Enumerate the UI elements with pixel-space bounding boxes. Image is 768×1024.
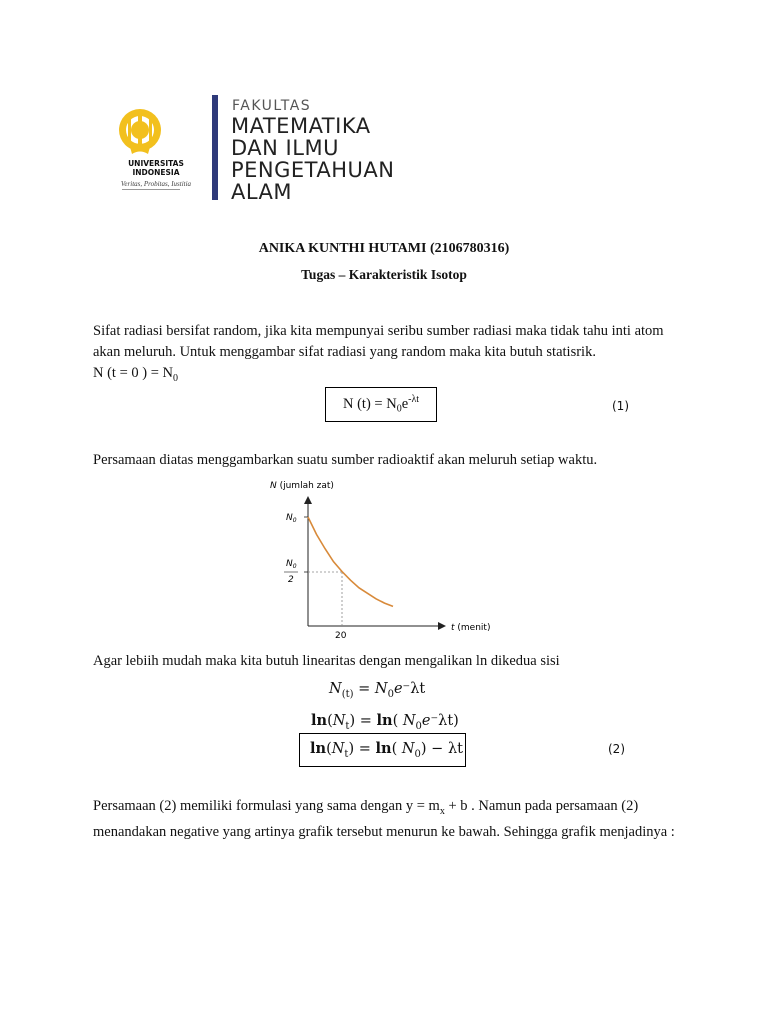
m3-close2: )	[420, 741, 427, 757]
initial-condition-sub: 0	[172, 372, 178, 384]
m2-ln2: ln	[376, 712, 393, 729]
m3-close: )	[348, 741, 355, 757]
math-line-2	[311, 712, 459, 732]
m2-var-sub: t	[345, 720, 350, 732]
m3-var-sub: t	[344, 748, 349, 760]
equation2-number: (2)	[608, 742, 625, 756]
y-tick-n0-sub: 0	[292, 517, 297, 524]
motto-underline	[122, 189, 180, 190]
m3-open2: (	[391, 741, 402, 757]
m2-e: e	[421, 713, 431, 729]
faculty-name-line: ALAM	[231, 180, 293, 204]
m1-rhs-sub: 0	[387, 688, 394, 700]
x-axis-text: (menit)	[454, 623, 491, 633]
header-divider	[212, 95, 218, 200]
y-tick-half-var: N	[286, 559, 293, 569]
m3-var: N	[331, 741, 345, 757]
m3-var2-sub: 0	[414, 748, 421, 760]
equation1-number: (1)	[612, 399, 629, 413]
y-tick-half-num	[286, 559, 297, 570]
y-axis-text: (jumlah zat)	[276, 481, 334, 491]
m1-rhs: N	[374, 681, 388, 697]
paragraph-comparison	[93, 796, 693, 843]
eq1-main: N (t) = N	[343, 395, 397, 412]
m2-var2: N	[402, 713, 416, 729]
decay-curve	[308, 517, 393, 606]
eq1-base: e	[401, 395, 409, 412]
paragraph-decay: Persamaan diatas menggambarkan suatu sumber radioaktif akan meluruh setiap waktu.	[93, 452, 598, 468]
m3-tail: − λt	[426, 741, 463, 757]
y-tick-half-sub: 0	[292, 563, 297, 570]
university-motto: Veritas, Probitas, Iustitia	[120, 180, 192, 188]
m3-var2: N	[401, 741, 415, 757]
m2-eq: =	[355, 713, 377, 729]
faculty-name-line: MATEMATIKA	[231, 114, 371, 138]
decay-chart	[262, 476, 498, 644]
faculty-name-line: DAN ILMU	[231, 136, 339, 160]
m2-open2: (	[392, 713, 403, 729]
m2-var: N	[332, 713, 346, 729]
task-title: Tugas – Karakteristik Isotop	[301, 267, 467, 282]
faculty-name-line: PENGETAHUAN	[231, 158, 395, 182]
m1-tail: ⁻λt	[402, 681, 426, 697]
m3-open: (	[326, 741, 332, 757]
author-line: ANIKA KUNTHI HUTAMI (2106780316)	[258, 241, 510, 256]
m3-eq: =	[354, 741, 376, 757]
x-axis-var: t	[451, 623, 455, 633]
p4-part-b: + b . Namun pada persamaan (2) menandakan negative yang artinya grafik tersebut menurun ke bawah. Sehingga grafik menjadinya :	[93, 798, 675, 840]
eq1-sup: -λt	[408, 394, 420, 405]
paragraph-linearity: Agar lebiih mudah maka kita butuh linearitas dengan mengalikan ln dikedua sisi	[93, 653, 560, 669]
m1-lhs-sub: (t)	[341, 688, 354, 700]
equation1	[343, 394, 419, 415]
eq1-sub: 0	[396, 403, 402, 415]
x-tick-20: 20	[335, 631, 347, 641]
initial-condition-lhs: N (t = 0 ) = N	[93, 365, 173, 381]
y-axis-var: N	[270, 481, 277, 491]
university-name: UNIVERSITAS INDONESIA	[128, 159, 184, 177]
m2-var2-sub: 0	[415, 720, 422, 732]
m2-open: (	[327, 713, 333, 729]
y-tick-half-den: 2	[288, 575, 294, 585]
m2-ln: ln	[311, 712, 328, 729]
m1-eq: =	[353, 681, 375, 697]
y-tick-n0	[286, 513, 297, 524]
m2-close: )	[349, 713, 356, 729]
y-tick-n0-var: N	[286, 513, 293, 523]
math-line-3	[310, 740, 463, 760]
m3-ln2: ln	[375, 740, 392, 757]
m1-lhs: N	[329, 681, 342, 697]
m2-tail: ⁻λt)	[430, 713, 459, 729]
x-axis-label	[451, 623, 490, 633]
m1-e: e	[393, 681, 403, 697]
initial-condition	[93, 365, 178, 384]
paragraph-intro: Sifat radiasi bersifat random, jika kita mempunyai seribu sumber radiasi maka tidak tahu inti atom akan meluruh. Untuk menggambar sifat radiasi yang random maka kita butuh statisrik.	[93, 323, 664, 360]
m3-ln: ln	[310, 740, 327, 757]
faculty-label: FAKULTAS	[232, 98, 312, 114]
y-axis-label	[270, 481, 334, 491]
p4-sub: x	[439, 805, 445, 817]
math-line-1	[329, 681, 425, 700]
p4-part-a: Persamaan (2) memiliki formulasi yang sama dengan y = m	[93, 798, 440, 814]
